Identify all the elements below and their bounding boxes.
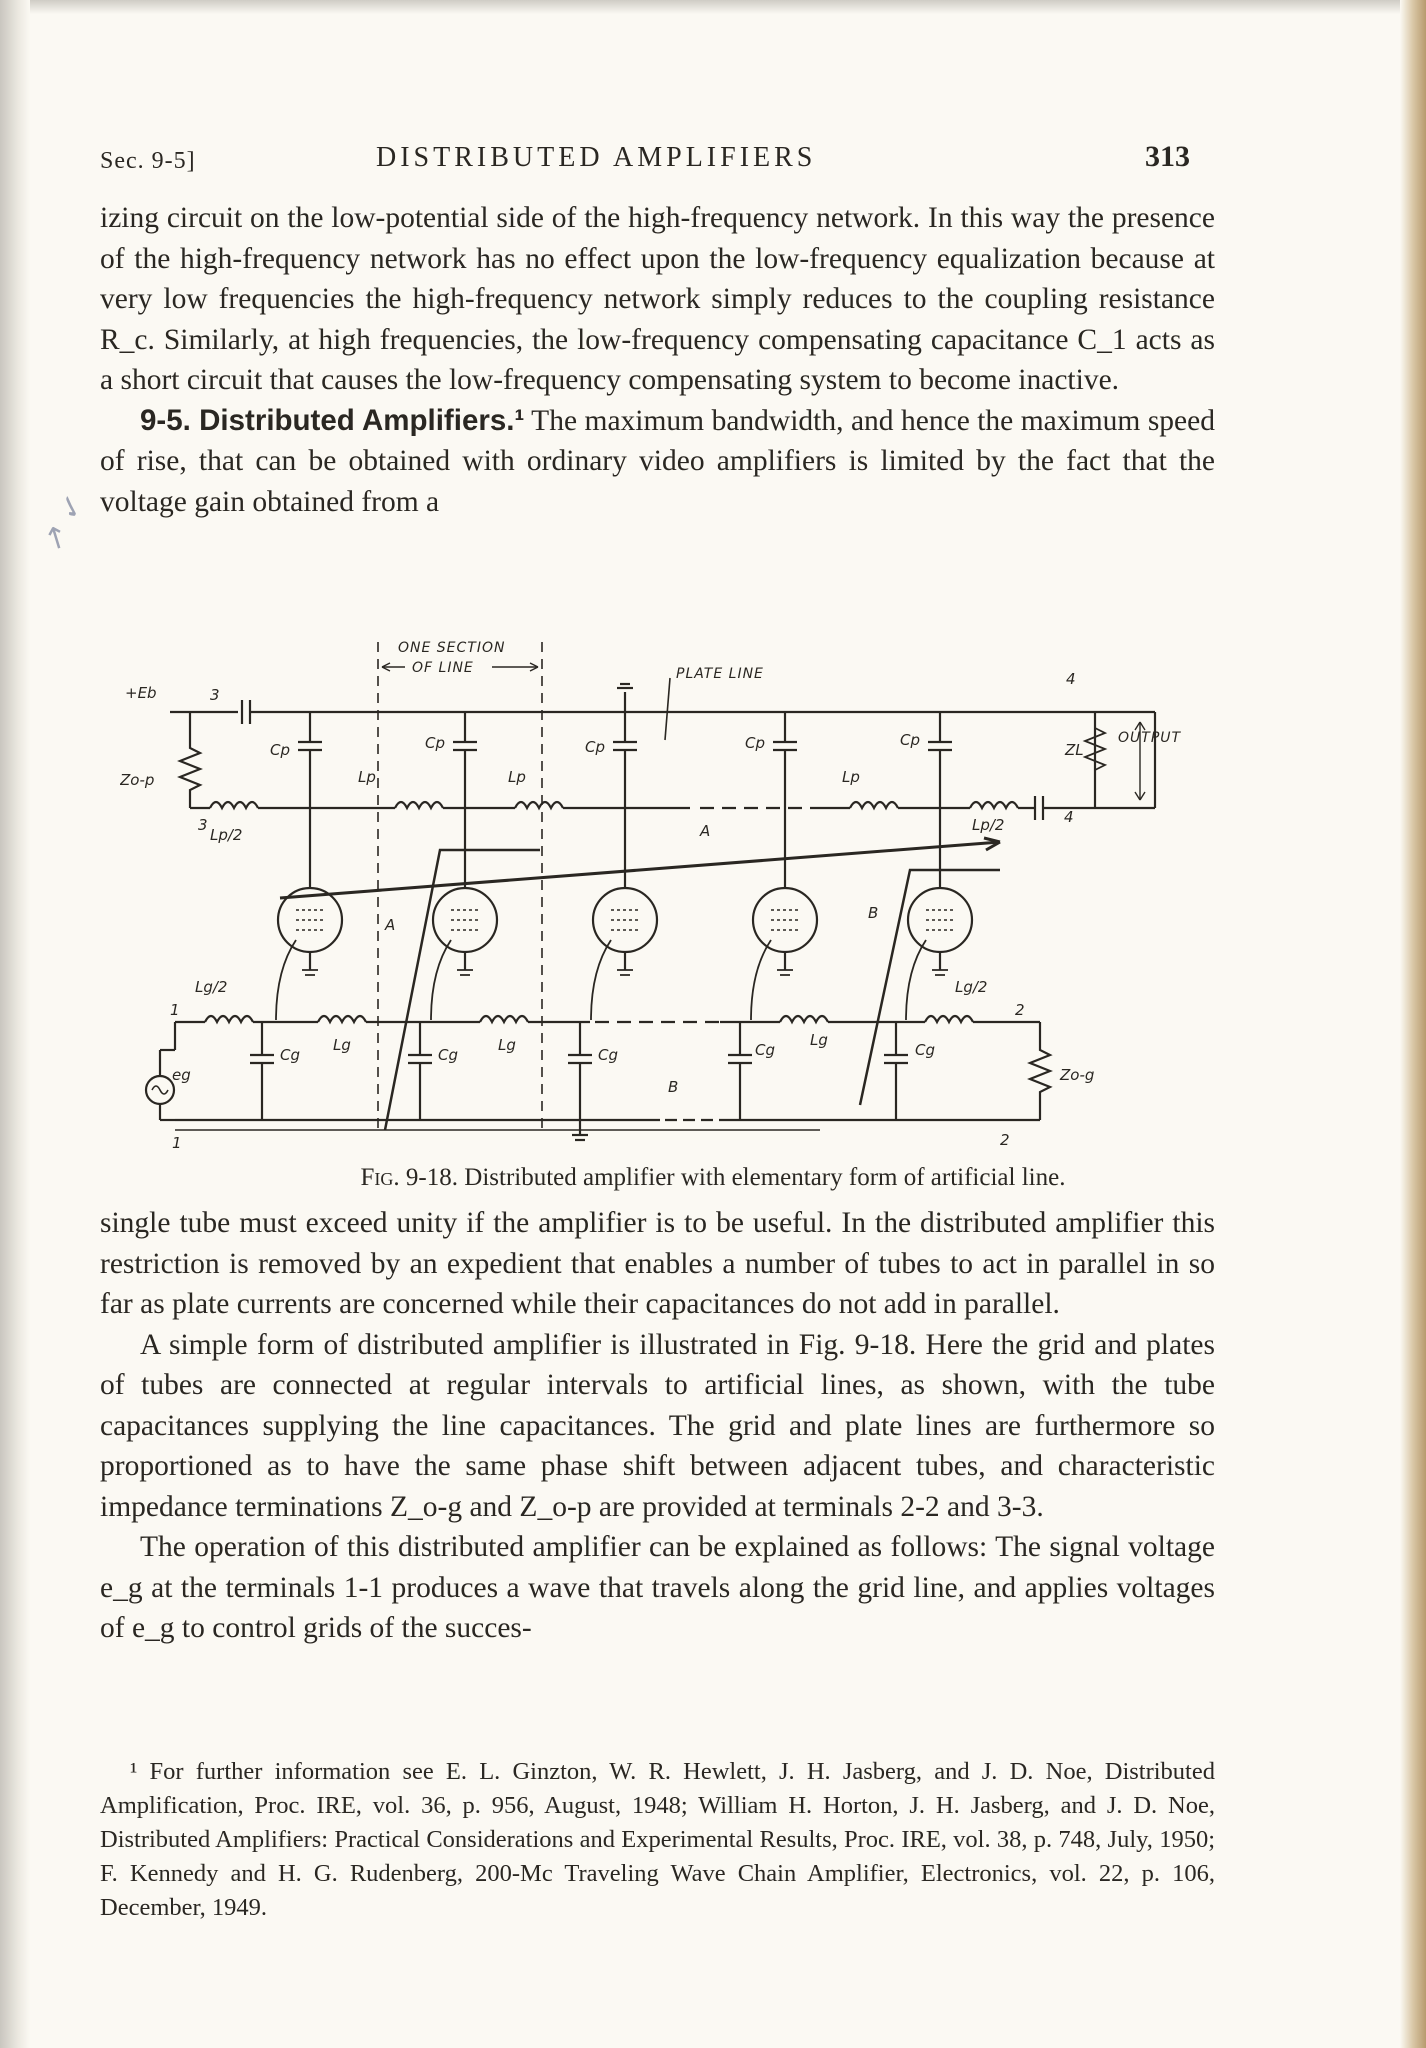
plate-capacitors: [298, 692, 952, 808]
header-section: Sec. 9-5]: [100, 148, 196, 174]
section-heading: 9-5. Distributed Amplifiers.¹: [140, 403, 525, 437]
footnote-text: ¹ For further information see E. L. Ginzton, W. R. Hewlett, J. H. Jasberg, and J. D. Noe, Distributed Amplification, Proc. IRE, vol. 36, p. 956, August, 1948; William H. Horton, J. H. Jasberg, and J. D. Noe, Distributed Amplifiers: Practical Considerations and Experimental Results, Proc. IRE, vol. 38, p. 748, July, 1950; F. Kennedy and H. G. Rudenberg, 200-Mc Traveling Wave Chain Amplifier, Electronics, vol. 22, p. 106, December, 1949.: [100, 1758, 1215, 1921]
figure-caption-text: Distributed amplifier with elementary form of artificial line.: [458, 1164, 1066, 1191]
header-title: DISTRIBUTED AMPLIFIERS: [376, 142, 817, 173]
label-cg-4: Cg: [755, 1041, 775, 1059]
figure-label: Fig. 9-18.: [360, 1164, 459, 1191]
label-cp-5: Cp: [900, 731, 920, 749]
page-edge-right: [1400, 0, 1426, 2048]
label-lp-2: Lp: [508, 768, 526, 786]
label-lg-1: Lg: [333, 1036, 351, 1054]
label-one-section: ONE SECTION: [398, 640, 506, 656]
figure-caption: [0, 1164, 1426, 1192]
footnote: [100, 1755, 1215, 1925]
label-b-top: B: [868, 904, 879, 922]
paragraph: izing circuit on the low-potential side of the high-frequency network. In this way the presence of the high-frequency network has no effect upon the low-frequency equalization because at very low frequencies the high-frequency network simply reduces to the coupling resistance R_c. Similarly, at high frequencies, the low-frequency compensating capacitance C_1 acts as a short circuit that causes the low-frequency compensating system to become inactive.: [100, 202, 1215, 396]
page-shadow-left: [0, 0, 30, 2048]
label-output: OUTPUT: [1118, 730, 1182, 746]
label-a-top: A: [700, 822, 711, 840]
label-zog: Zo-g: [1060, 1066, 1095, 1084]
label-lp2-right: Lp/2: [972, 816, 1005, 834]
terminal-3-top: 3: [210, 686, 220, 704]
label-cg-1: Cg: [280, 1046, 300, 1064]
label-a-mid: A: [385, 916, 396, 934]
terminal-2-top: 2: [1015, 1001, 1025, 1019]
label-cp-1: Cp: [270, 741, 290, 759]
section-text: The maximum bandwidth, and hence the maximum speed of rise, that can be obtained with ordinary video amplifiers is limited by the fact that the voltage gain obtained from a: [100, 404, 1215, 518]
paragraph: The operation of this distributed amplifier can be explained as follows: The signal voltage e_g at the terminals 1-1 produces a wave that travels along the grid line, and applies voltages of e_g to control grids of the succes-: [100, 1531, 1215, 1644]
label-cg-5: Cg: [915, 1041, 935, 1059]
terminal-1-bottom: 1: [172, 1134, 182, 1150]
page-shadow-top: [0, 0, 1426, 14]
label-eb: +Eb: [125, 684, 157, 702]
label-eg: eg: [172, 1066, 191, 1084]
label-lg2-left: Lg/2: [195, 978, 228, 996]
label-cp-4: Cp: [745, 734, 765, 752]
label-lp-1: Lp: [358, 768, 376, 786]
label-lp-3: Lp: [842, 768, 860, 786]
pencil-margin-note: ↗ ✓: [34, 487, 94, 558]
label-plate-line: PLATE LINE: [676, 666, 764, 682]
terminal-3-bottom: 3: [198, 816, 208, 834]
label-lg-2: Lg: [498, 1036, 516, 1054]
distributed-amplifier-schematic: [120, 630, 1220, 1150]
body-text-top: [100, 198, 1215, 522]
label-lg-3: Lg: [810, 1031, 828, 1049]
body-text-bottom: [100, 1203, 1215, 1649]
label-zl: ZL: [1065, 741, 1084, 759]
running-header: [100, 140, 1190, 180]
paragraph: single tube must exceed unity if the amplifier is to be useful. In the distributed amplifier this restriction is removed by an expedient that enables a number of tubes to act in parallel in so far as plate currents are concerned while their capacitances do not add in parallel.: [100, 1207, 1215, 1320]
label-lg2-right: Lg/2: [955, 978, 988, 996]
circuit-diagram: [120, 630, 1220, 1150]
label-cp-2: Cp: [425, 734, 445, 752]
terminal-1-top: 1: [170, 1001, 180, 1019]
label-cp-3: Cp: [585, 738, 605, 756]
paragraph: A simple form of distributed amplifier is illustrated in Fig. 9-18. Here the grid and plates of tubes are connected at regular intervals to artificial lines, as shown, with the tube capacitances supplying the line capacitances. The grid and plate lines are furthermore so proportioned as to have the same phase shift between adjacent tubes, and characteristic impedance terminations Z_o-g and Z_o-p are provided at terminals 2-2 and 3-3.: [100, 1328, 1215, 1523]
section-paragraph: [100, 401, 1215, 523]
label-of-line: OF LINE: [412, 660, 474, 676]
label-b-bottom: B: [668, 1078, 679, 1096]
label-cg-3: Cg: [598, 1046, 618, 1064]
label-cg-2: Cg: [438, 1046, 458, 1064]
terminal-2-bottom: 2: [1000, 1131, 1010, 1149]
label-lp2-left: Lp/2: [210, 826, 243, 844]
terminal-4-bottom: 4: [1064, 808, 1074, 826]
terminal-4-top: 4: [1066, 670, 1076, 688]
page-number: 313: [1145, 140, 1190, 173]
label-zop: Zo-p: [120, 771, 155, 789]
